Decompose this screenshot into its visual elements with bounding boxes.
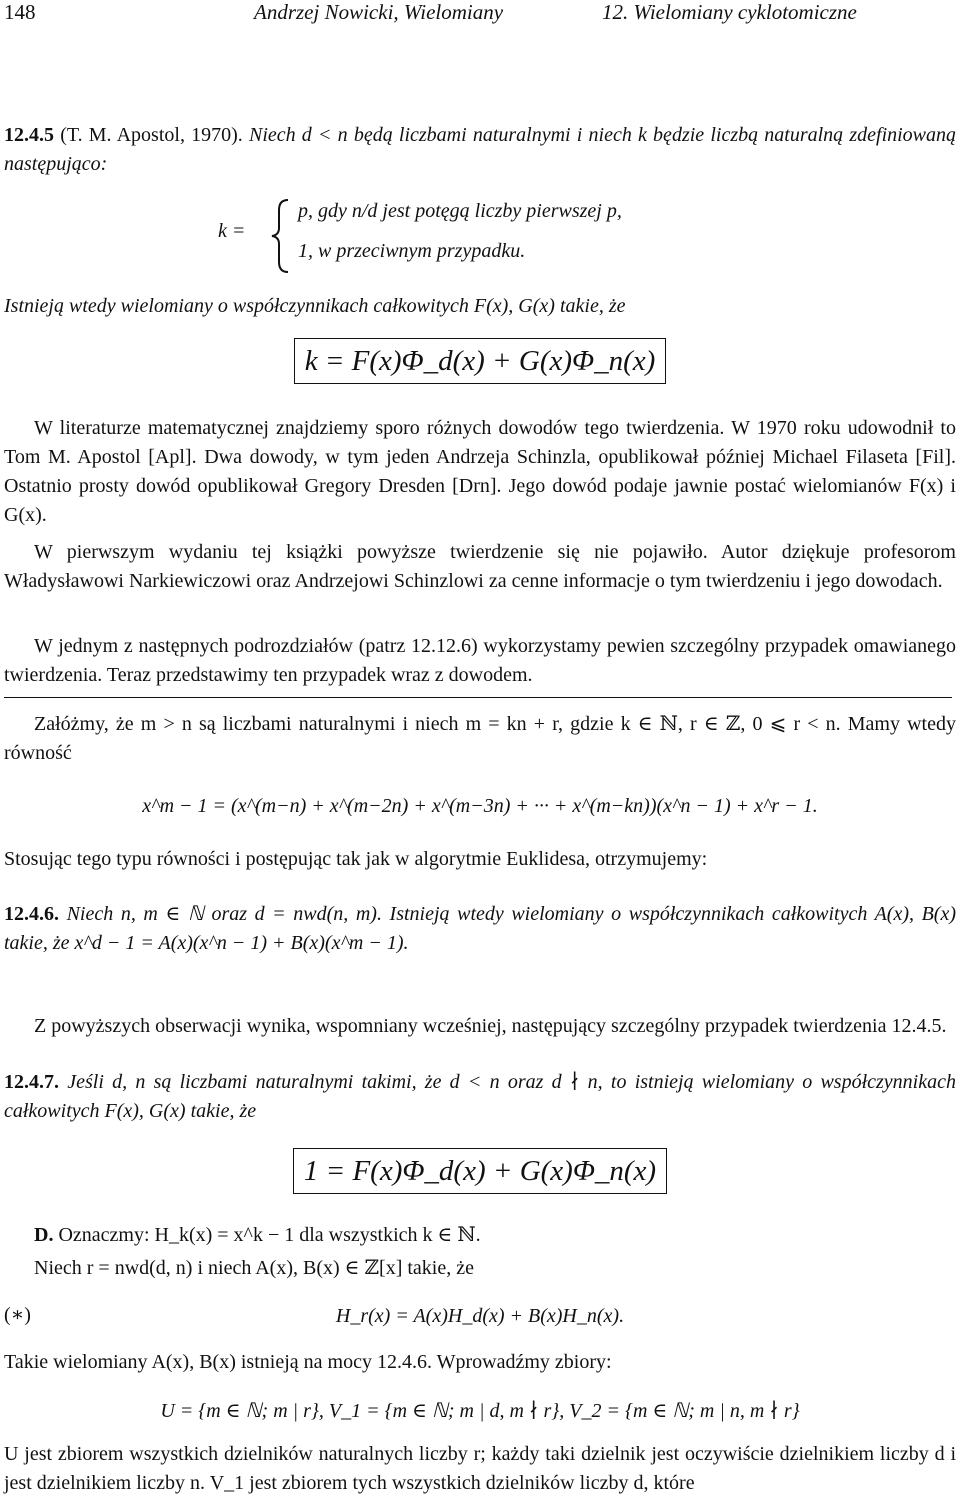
- theorem-12-4-6: [4, 900, 956, 958]
- paragraph-acknowledgement: W pierwszym wydaniu tej książki powyższe twierdzenie się nie pojawiło. Autor dziękuje profesorom Władysławowi Narkiewiczowi oraz Andrzejowi Schinzlowi za cenne informacje o tym twierdzeniu i jego dowodach.: [4, 541, 956, 592]
- boxed-formula: 1 = F(x)Φ_d(x) + G(x)Φ_n(x): [293, 1148, 667, 1194]
- piecewise-definition: [218, 196, 698, 272]
- paragraph-euclid: Stosując tego typu równości i postępując tak jak w algorytmie Euklidesa, otrzymujemy:: [4, 848, 708, 870]
- theorem-number: 12.4.7.: [4, 1071, 59, 1093]
- equation-tag: (∗): [4, 1304, 31, 1326]
- paragraph-literature: W literaturze matematycznej znajdziemy sporo różnych dowodów tego twierdzenia. W 1970 roku udowodnił to Tom M. Apostol [Apl]. Dwa dowody, w tym jeden Andrzeja Schinzla, opublikował później Michael Filaseta [Fil]. Ostatnio prosty dowód opublikował Gregory Dresden [Drn]. Jego dowód podaje jawnie postać wielomianów F(x) i G(x).: [4, 417, 956, 526]
- theorem-number: 12.4.6.: [4, 903, 59, 925]
- theorem-statement: Niech n, m ∈ ℕ oraz d = nwd(n, m). Istnieją wtedy wielomiany o współczynnikach całkowitych A(x), B(x) takie, że x^d − 1 = A(x)(x^n − 1) + B(x)(x^m − 1).: [4, 903, 956, 954]
- theorem-number: 12.4.5: [4, 124, 54, 146]
- paragraph-assumption: Załóżmy, że m > n są liczbami naturalnymi i niech m = kn + r, gdzie k ∈ ℕ, r ∈ ℤ, 0 ⩽ r < n. Mamy wtedy równość: [4, 713, 956, 764]
- k-label: k =: [218, 220, 246, 242]
- proof-label: D.: [34, 1224, 54, 1246]
- chapter-title: 12. Wielomiany cyklotomiczne: [602, 0, 857, 24]
- page-number: 148: [4, 0, 36, 24]
- left-brace-icon: [270, 198, 292, 274]
- proof-line-1: [4, 1221, 956, 1250]
- set-definitions: U = {m ∈ ℕ; m | r}, V_1 = {m ∈ ℕ; m | d, m ∤ r}, V_2 = {m ∈ ℕ; m | n, m ∤ r}: [160, 1400, 800, 1422]
- boxed-formula-2: [4, 1148, 956, 1194]
- case-two: 1, w przeciwnym przypadku.: [298, 240, 526, 262]
- theorem-12-4-7: [4, 1068, 956, 1126]
- proof-definition: Oznaczmy: H_k(x) = x^k − 1 dla wszystkich k ∈ ℕ.: [58, 1224, 481, 1246]
- paragraph-special-case: W jednym z następnych podrozdziałów (patrz 12.12.6) wykorzystamy pewien szczególny przypadek omawianego twierdzenia. Teraz przedstawimy ten przypadek wraz z dowodem.: [4, 635, 956, 686]
- theorem-citation: (T. M. Apostol, 1970).: [60, 124, 243, 146]
- proof-last-paragraph: U jest zbiorem wszystkich dzielników naturalnych liczby r; każdy taki dzielnik jest oczywiście dzielnikiem liczby d i jest dzielnikiem liczby n. V_1 jest zbiorem tych wszystkich dzielników liczby d, które: [4, 1443, 956, 1494]
- proof-line-3: Takie wielomiany A(x), B(x) istnieją na mocy 12.4.6. Wprowadźmy zbiory:: [4, 1351, 612, 1373]
- page-header: [4, 0, 956, 32]
- equation-euclid: x^m − 1 = (x^(m−n) + x^(m−2n) + x^(m−3n) + ··· + x^(m−kn))(x^n − 1) + x^r − 1.: [142, 795, 818, 817]
- theorem-conclusion: Istnieją wtedy wielomiany o współczynnikach całkowitych F(x), G(x) takie, że: [4, 295, 626, 317]
- section-divider: [4, 697, 952, 698]
- proof-line-2: Niech r = nwd(d, n) i niech A(x), B(x) ∈ ℤ[x] takie, że: [34, 1257, 474, 1279]
- theorem-statement: Niech d < n będą liczbami naturalnymi i niech k będzie liczbą naturalną zdefiniowaną następująco:: [4, 124, 957, 175]
- paragraph-corollary: Z powyższych obserwacji wynika, wspomniany wcześniej, następujący szczególny przypadek twierdzenia 12.4.5.: [34, 1015, 947, 1037]
- equation-star: H_r(x) = A(x)H_d(x) + B(x)H_n(x).: [335, 1305, 625, 1327]
- case-one: p, gdy n/d jest potęgą liczby pierwszej p,: [298, 200, 622, 222]
- boxed-formula: k = F(x)Φ_d(x) + G(x)Φ_n(x): [294, 338, 667, 384]
- theorem-statement: Jeśli d, n są liczbami naturalnymi takimi, że d < n oraz d ∤ n, to istnieją wielomiany o współczynnikach całkowitych F(x), G(x) takie, że: [4, 1071, 956, 1122]
- boxed-formula-1: [4, 338, 956, 384]
- running-title: Andrzej Nowicki, Wielomiany: [254, 0, 504, 24]
- theorem-12-4-5: [4, 121, 956, 179]
